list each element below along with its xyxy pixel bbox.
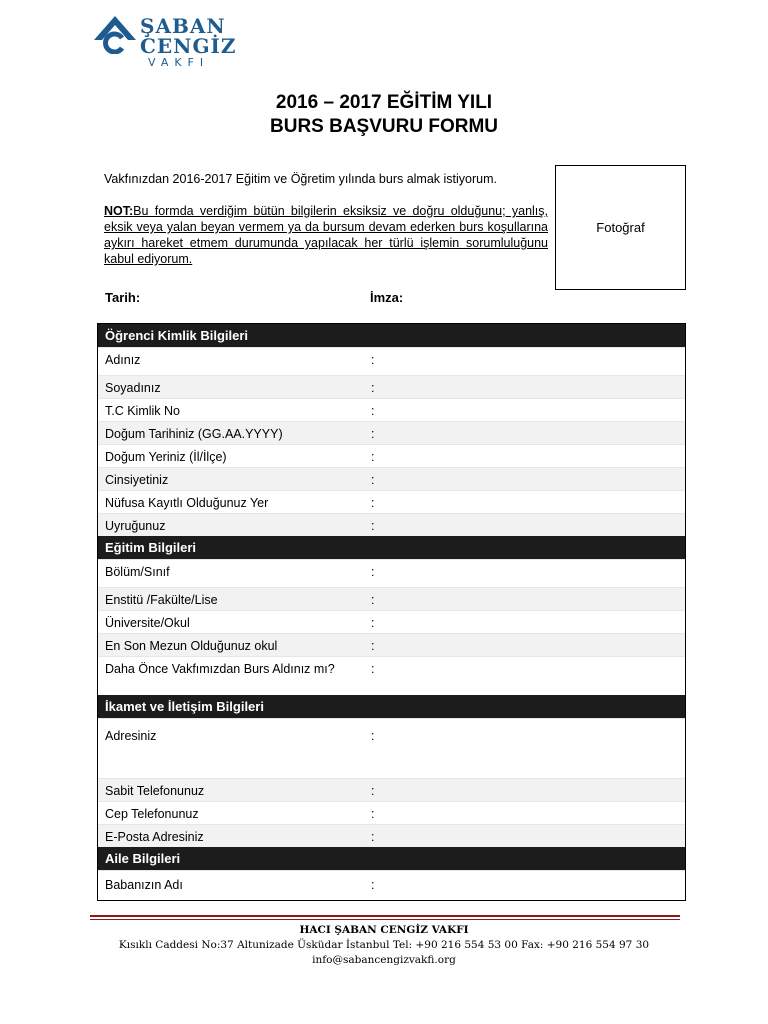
section-header-family: Aile Bilgileri (98, 847, 685, 870)
section-student-identity (98, 347, 685, 536)
field-colon: : (371, 639, 375, 653)
footer-divider (90, 915, 680, 920)
footer-address: Kısıklı Caddesi No:37 Altunizade Üsküdar İstanbul Tel: +90 216 554 53 00 Fax: +90 216 554 97 30 (118, 939, 650, 951)
form-row-surname[interactable] (98, 375, 685, 398)
field-label: Üniversite/Okul (105, 616, 190, 630)
section-header-student-identity: Öğrenci Kimlik Bilgileri (98, 324, 685, 347)
field-colon: : (371, 496, 375, 510)
section-header-residence-contact: İkamet ve İletişim Bilgileri (98, 695, 685, 718)
field-colon: : (371, 565, 375, 579)
form-row-university[interactable] (98, 610, 685, 633)
form-row-nationality[interactable] (98, 513, 685, 536)
field-label: Soyadınız (105, 381, 161, 395)
field-label: Nüfusa Kayıtlı Olduğunuz Yer (105, 496, 269, 510)
logo-line-3: VAKFI (148, 56, 210, 69)
field-colon: : (371, 616, 375, 630)
field-label: Babanızın Adı (105, 878, 183, 892)
field-colon: : (371, 830, 375, 844)
form-row-tc-id[interactable] (98, 398, 685, 421)
form-row-birth-date[interactable] (98, 421, 685, 444)
application-form-table (97, 323, 686, 901)
field-label: T.C Kimlik No (105, 404, 181, 418)
form-row-faculty[interactable] (98, 587, 685, 610)
footer-email: info@sabancengizvakfi.org (312, 954, 456, 966)
field-colon: : (371, 878, 375, 892)
form-row-previous-scholarship[interactable] (98, 656, 685, 695)
form-row-registry-place[interactable] (98, 490, 685, 513)
field-colon: : (371, 427, 375, 441)
note-text: Bu formda verdiğim bütün bilgilerin eksiksiz ve doğru olduğunu; yanlış, eksik veya yalan beyan vermem ya da bursum devam ederken burs koşullarına aykırı hareket etmem durumunda yapılacak her türlü işlemin sorumluluğunu kabul ediyorum. (104, 204, 548, 266)
logo-line-2: CENGİZ (140, 34, 237, 58)
field-label: Adresiniz (105, 729, 157, 743)
field-label: Doğum Yeriniz (İl/İlçe) (105, 450, 227, 464)
foundation-logo-icon (92, 14, 138, 54)
photo-box[interactable] (555, 165, 686, 290)
form-row-father-name[interactable] (98, 870, 685, 898)
form-title-year: 2016 – 2017 EĞİTİM YILI (275, 92, 493, 113)
field-label: Cinsiyetiniz (105, 473, 169, 487)
field-label: En Son Mezun Olduğunuz okul (105, 639, 278, 653)
form-row-mobile[interactable] (98, 801, 685, 824)
field-colon: : (371, 450, 375, 464)
field-colon: : (371, 784, 375, 798)
field-colon: : (371, 519, 375, 533)
intro-text: Vakfınızdan 2016-2017 Eğitim ve Öğretim yılında burs almak istiyorum. (104, 172, 497, 186)
form-row-department[interactable] (98, 559, 685, 587)
field-label: Doğum Tarihiniz (GG.AA.YYYY) (105, 427, 283, 441)
logo (92, 14, 282, 72)
disclaimer-note (104, 203, 548, 267)
form-row-address[interactable] (98, 718, 685, 778)
field-colon: : (371, 473, 375, 487)
signature-label: İmza: (370, 290, 404, 305)
field-label: Daha Önce Vakfımızdan Burs Aldınız mı? (105, 662, 335, 676)
photo-label: Fotoğraf (596, 220, 645, 235)
field-colon: : (371, 381, 375, 395)
form-row-birth-place[interactable] (98, 444, 685, 467)
field-colon: : (371, 404, 375, 418)
footer-org-name: HACI ŞABAN CENGİZ VAKFI (299, 924, 469, 936)
form-row-last-school[interactable] (98, 633, 685, 656)
field-label: E-Posta Adresiniz (105, 830, 204, 844)
field-colon: : (371, 807, 375, 821)
section-family (98, 870, 685, 898)
form-title: BURS BAŞVURU FORMU (270, 116, 498, 137)
field-label: Sabit Telefonunuz (105, 784, 205, 798)
field-colon: : (371, 662, 375, 676)
date-label: Tarih: (105, 290, 141, 305)
field-label: Cep Telefonunuz (105, 807, 199, 821)
section-residence-contact (98, 718, 685, 847)
form-row-gender[interactable] (98, 467, 685, 490)
field-colon: : (371, 593, 375, 607)
field-label: Uyruğunuz (105, 519, 166, 533)
field-label: Adınız (105, 353, 141, 367)
section-education (98, 559, 685, 695)
field-label: Enstitü /Fakülte/Lise (105, 593, 218, 607)
form-row-first-name[interactable] (98, 347, 685, 375)
field-colon: : (371, 729, 375, 743)
field-colon: : (371, 353, 375, 367)
section-header-education: Eğitim Bilgileri (98, 536, 685, 559)
form-row-landline[interactable] (98, 778, 685, 801)
form-row-email[interactable] (98, 824, 685, 847)
field-label: Bölüm/Sınıf (105, 565, 170, 579)
note-label: NOT: (104, 204, 134, 218)
logo-line-1: ŞABAN (140, 14, 226, 38)
